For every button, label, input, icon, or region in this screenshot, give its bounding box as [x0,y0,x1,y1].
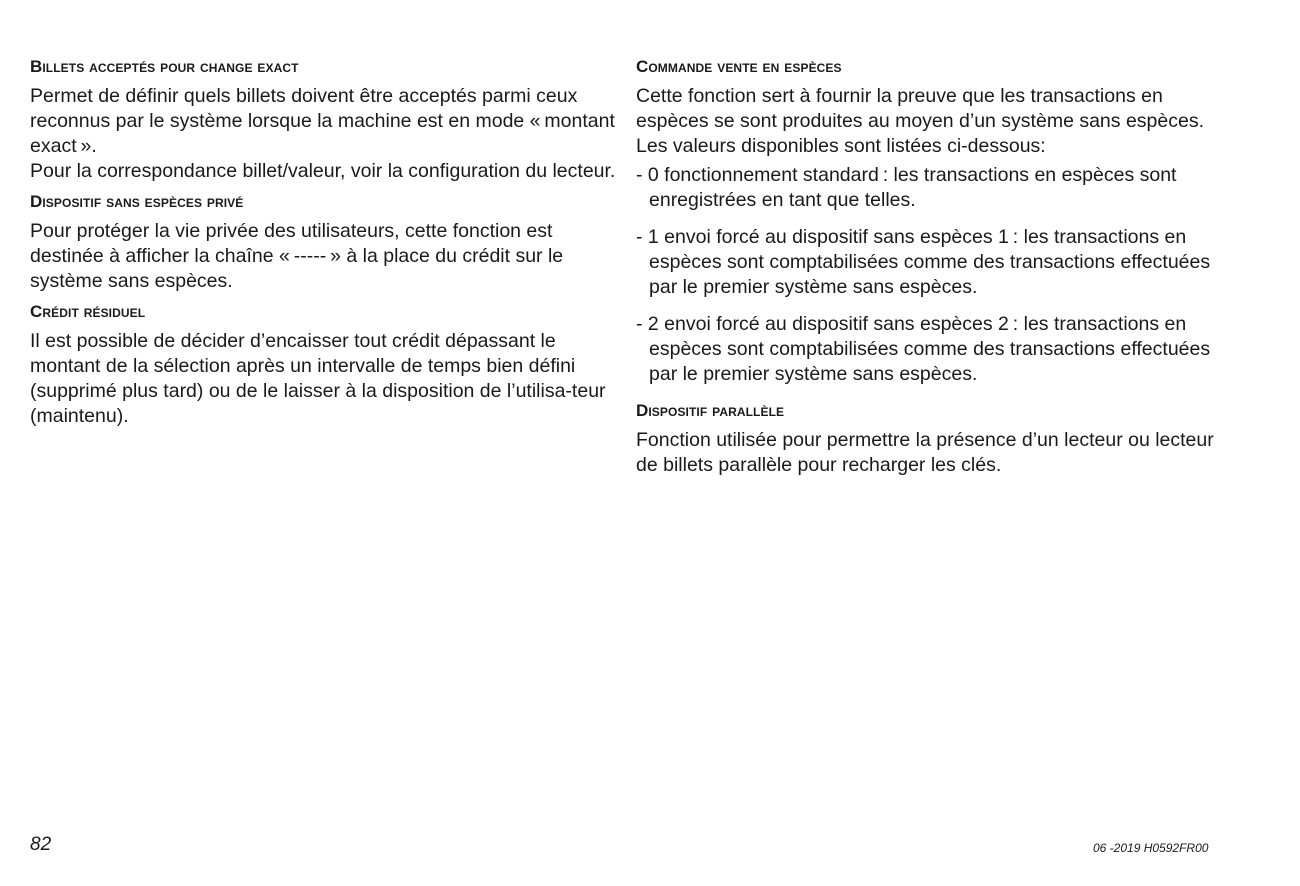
right-column [636,55,1236,484]
left-column [30,55,620,435]
section-heading: Billets acceptés pour change exact [30,57,299,76]
section-dispositif-parallele [636,399,1236,478]
paragraph: Il est possible de décider d’encaisser tout crédit dépassant le montant de la sélection après un intervalle de temps bien défini (supprimé plus tard) ou de le laisser à la disposition de l’utilisa-teur (maintenu). [30,330,606,427]
list-item: - 1 envoi forcé au dispositif sans espèces 1 : les transactions en espèces sont comptabilisées comme des transactions effectuées par le premier système sans espèces. [636,226,1211,298]
section-heading: Commande vente en espèces [636,57,842,76]
list-item: - 0 fonctionnement standard : les transactions en espèces sont enregistrées en tant que telles. [636,164,1177,211]
section-heading: Dispositif sans espèces privé [30,192,244,211]
paragraph: Permet de définir quels billets doivent être acceptés parmi ceux reconnus par le système lorsque la machine est en mode « montant exact ». [30,85,615,157]
page-number: 82 [30,834,52,855]
paragraph: Pour protéger la vie privée des utilisateurs, cette fonction est destinée à afficher la chaîne « ----- » à la place du crédit sur le système sans espèces. [30,220,564,292]
section-commande-vente [636,55,1236,387]
section-credit-residuel [30,300,620,429]
section-heading: Dispositif parallèle [636,401,785,420]
paragraph: Cette fonction sert à fournir la preuve que les transactions en espèces se sont produites au moyen d’un système sans espèces. [636,85,1204,132]
section-heading: Crédit résiduel [30,302,146,321]
values-list [636,163,1236,387]
list-item: - 2 envoi forcé au dispositif sans espèces 2 : les transactions en espèces sont comptabilisées comme des transactions effectuées par le premier système sans espèces. [636,313,1211,385]
paragraph: Les valeurs disponibles sont listées ci-dessous: [636,135,1046,157]
section-billets-acceptes [30,55,620,184]
paragraph: Pour la correspondance billet/valeur, voir la configuration du lecteur. [30,160,616,182]
paragraph: Fonction utilisée pour permettre la présence d’un lecteur ou lecteur de billets parallèle pour recharger les clés. [636,429,1214,476]
section-dispositif-prive [30,190,620,294]
document-code: 06 -2019 H0592FR00 [1093,841,1209,855]
